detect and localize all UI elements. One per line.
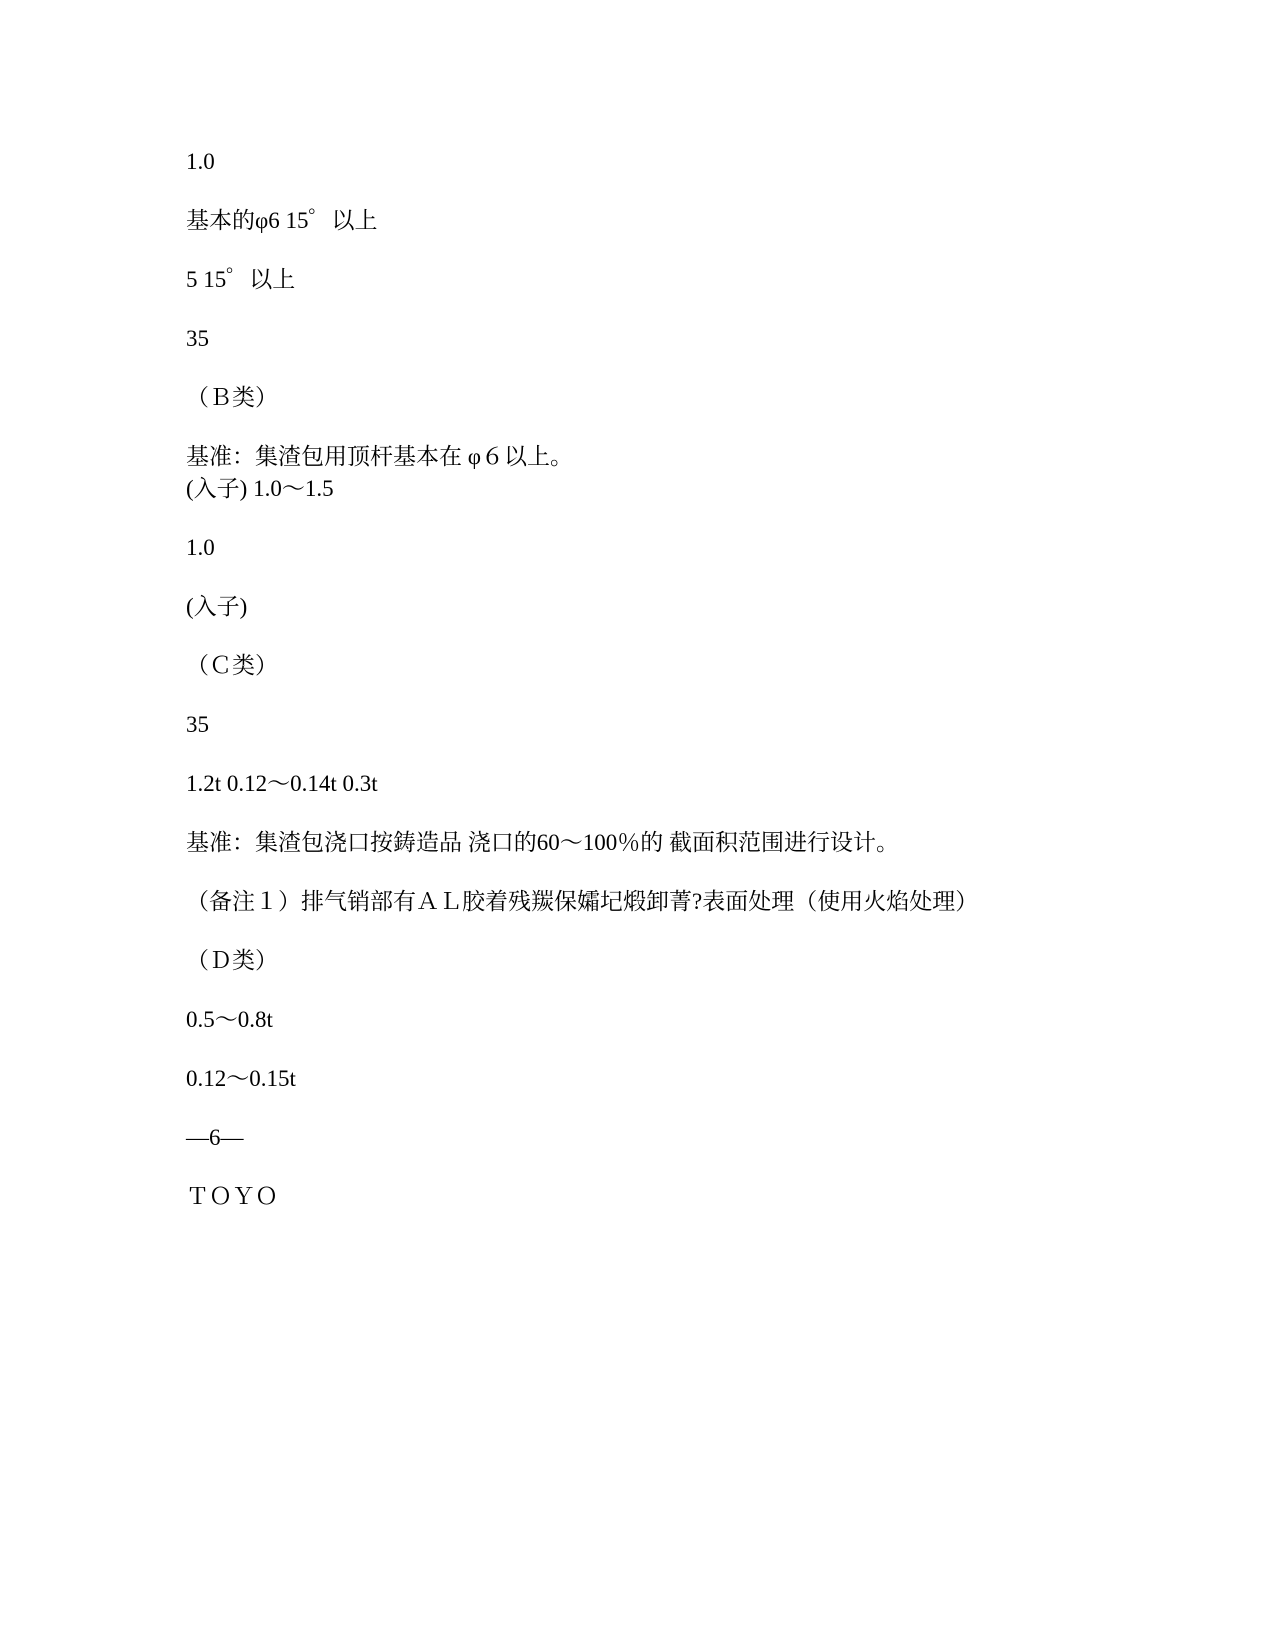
page-number: —6— [186,1125,244,1150]
note-1: （备注１）排气销部有ＡＬ胶着残羰保孀圮煅卸菁?表面处理（使用火焰处理） [186,889,979,914]
text-line-7: (入子) 1.0～1.5 [186,476,334,501]
text-line-11: 35 [186,712,209,737]
text-line-16: 0.5～0.8t [186,1007,273,1032]
text-line-1: 1.0 [186,149,215,174]
text-line-4: 35 [186,326,209,351]
footer-brand: ＴＯＹＯ [186,1184,278,1209]
text-line-8: 1.0 [186,535,215,560]
section-heading-c: （Ｃ类） [186,653,278,678]
text-line-12: 1.2t 0.12～0.14t 0.3t [186,771,378,796]
section-heading-b: （Ｂ类） [186,385,278,410]
text-line-3: 5 15゜以上 [186,267,296,292]
text-line-9: (入子) [186,594,248,619]
section-heading-d: （Ｄ类） [186,948,278,973]
text-line-13: 基准：集渣包浇口按鋳造品 浇口的60～100％的 截面积范围进行设计。 [186,830,899,855]
text-line-17: 0.12～0.15t [186,1066,296,1091]
text-line-2: 基本的φ6 15゜以上 [186,208,378,233]
text-line-6: 基准：集渣包用顶杆基本在 φ６以上。 [186,444,574,469]
